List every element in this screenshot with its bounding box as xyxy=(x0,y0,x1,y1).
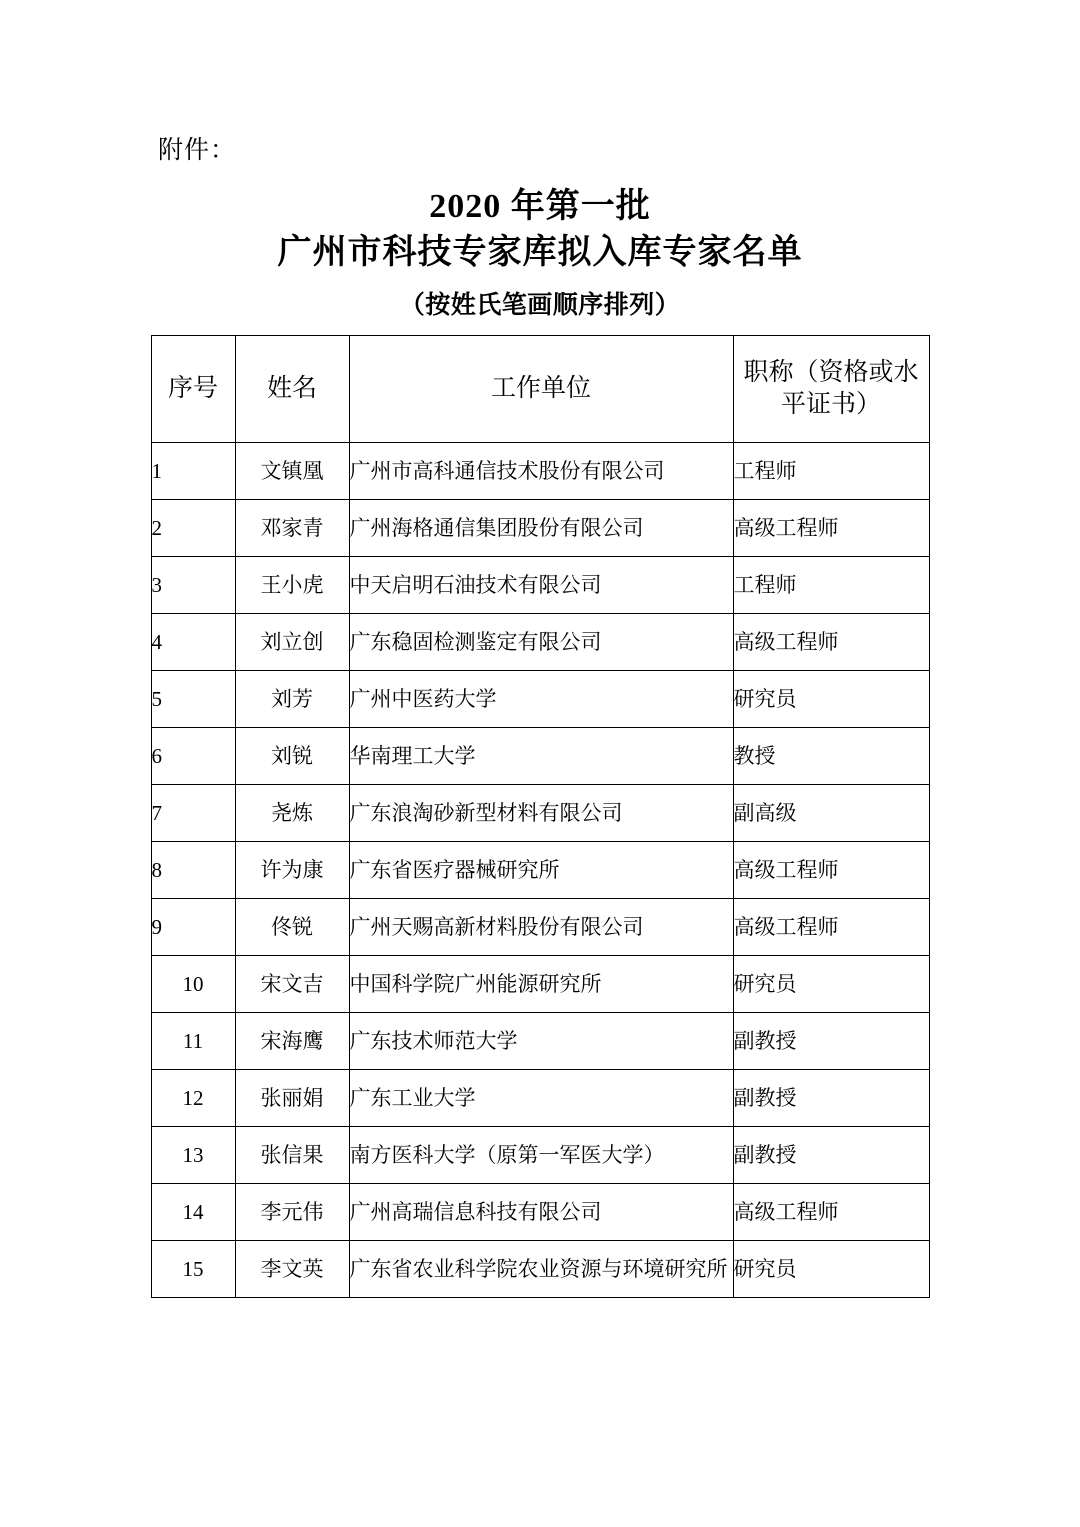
table-row xyxy=(151,443,929,500)
title-line-1: 2020 年第一批 xyxy=(429,188,651,225)
cell-organization: 南方医科大学（原第一军医大学） xyxy=(349,1127,733,1184)
cell-title: 副教授 xyxy=(733,1127,929,1184)
cell-name: 佟锐 xyxy=(235,899,349,956)
cell-title: 高级工程师 xyxy=(733,614,929,671)
cell-title: 副教授 xyxy=(733,1070,929,1127)
cell-title: 高级工程师 xyxy=(733,1184,929,1241)
cell-name: 刘立创 xyxy=(235,614,349,671)
cell-name: 邓家青 xyxy=(235,500,349,557)
table-row xyxy=(151,614,929,671)
table-header-row xyxy=(151,336,929,443)
cell-name: 宋文吉 xyxy=(235,956,349,1013)
cell-index: 5 xyxy=(151,671,235,728)
cell-name: 王小虎 xyxy=(235,557,349,614)
cell-organization: 广东省医疗器械研究所 xyxy=(349,842,733,899)
column-header-index: 序号 xyxy=(151,336,235,443)
cell-title: 高级工程师 xyxy=(733,899,929,956)
table-row xyxy=(151,557,929,614)
cell-index: 2 xyxy=(151,500,235,557)
table-row xyxy=(151,1070,929,1127)
column-header-name: 姓名 xyxy=(235,336,349,443)
table-row xyxy=(151,1241,929,1298)
page-title xyxy=(150,184,930,275)
cell-index: 9 xyxy=(151,899,235,956)
cell-organization: 广州海格通信集团股份有限公司 xyxy=(349,500,733,557)
cell-name: 刘锐 xyxy=(235,728,349,785)
cell-organization: 广州天赐高新材料股份有限公司 xyxy=(349,899,733,956)
cell-name: 刘芳 xyxy=(235,671,349,728)
cell-organization: 广东工业大学 xyxy=(349,1070,733,1127)
cell-organization: 中国科学院广州能源研究所 xyxy=(349,956,733,1013)
table-row xyxy=(151,842,929,899)
table-row xyxy=(151,1184,929,1241)
cell-name: 尧炼 xyxy=(235,785,349,842)
cell-index: 15 xyxy=(151,1241,235,1298)
cell-index: 6 xyxy=(151,728,235,785)
cell-index: 4 xyxy=(151,614,235,671)
table-row xyxy=(151,899,929,956)
column-header-title: 职称（资格或水平证书） xyxy=(733,336,929,443)
cell-name: 李文英 xyxy=(235,1241,349,1298)
cell-index: 14 xyxy=(151,1184,235,1241)
table-row xyxy=(151,785,929,842)
cell-name: 文镇凰 xyxy=(235,443,349,500)
attachment-label: 附件： xyxy=(158,135,237,164)
cell-title: 副高级 xyxy=(733,785,929,842)
table-row xyxy=(151,956,929,1013)
cell-organization: 广州高瑞信息科技有限公司 xyxy=(349,1184,733,1241)
cell-organization: 广东浪淘砂新型材料有限公司 xyxy=(349,785,733,842)
cell-name: 宋海鹰 xyxy=(235,1013,349,1070)
cell-name: 李元伟 xyxy=(235,1184,349,1241)
cell-index: 8 xyxy=(151,842,235,899)
column-header-organization: 工作单位 xyxy=(349,336,733,443)
cell-organization: 中天启明石油技术有限公司 xyxy=(349,557,733,614)
cell-organization: 华南理工大学 xyxy=(349,728,733,785)
cell-organization: 广东技术师范大学 xyxy=(349,1013,733,1070)
table-row xyxy=(151,1013,929,1070)
cell-index: 12 xyxy=(151,1070,235,1127)
cell-index: 7 xyxy=(151,785,235,842)
cell-index: 3 xyxy=(151,557,235,614)
table-row xyxy=(151,1127,929,1184)
title-line-2: 广州市科技专家库拟入库专家名单 xyxy=(277,233,803,271)
cell-title: 研究员 xyxy=(733,1241,929,1298)
cell-title: 高级工程师 xyxy=(733,842,929,899)
cell-name: 张丽娟 xyxy=(235,1070,349,1127)
cell-title: 研究员 xyxy=(733,956,929,1013)
cell-index: 1 xyxy=(151,443,235,500)
expert-list-table xyxy=(151,335,930,1298)
cell-index: 10 xyxy=(151,956,235,1013)
cell-index: 11 xyxy=(151,1013,235,1070)
cell-name: 张信果 xyxy=(235,1127,349,1184)
table-header xyxy=(151,336,929,443)
cell-title: 研究员 xyxy=(733,671,929,728)
cell-organization: 广东稳固检测鉴定有限公司 xyxy=(349,614,733,671)
page-subtitle: （按姓氏笔画顺序排列） xyxy=(399,292,681,320)
cell-name: 许为康 xyxy=(235,842,349,899)
cell-title: 工程师 xyxy=(733,443,929,500)
cell-index: 13 xyxy=(151,1127,235,1184)
cell-title: 教授 xyxy=(733,728,929,785)
cell-organization: 广东省农业科学院农业资源与环境研究所 xyxy=(349,1241,733,1298)
cell-title: 副教授 xyxy=(733,1013,929,1070)
table-body xyxy=(151,443,929,1298)
cell-organization: 广州中医药大学 xyxy=(349,671,733,728)
cell-title: 工程师 xyxy=(733,557,929,614)
table-row xyxy=(151,728,929,785)
cell-organization: 广州市高科通信技术股份有限公司 xyxy=(349,443,733,500)
table-row xyxy=(151,500,929,557)
cell-title: 高级工程师 xyxy=(733,500,929,557)
table-row xyxy=(151,671,929,728)
